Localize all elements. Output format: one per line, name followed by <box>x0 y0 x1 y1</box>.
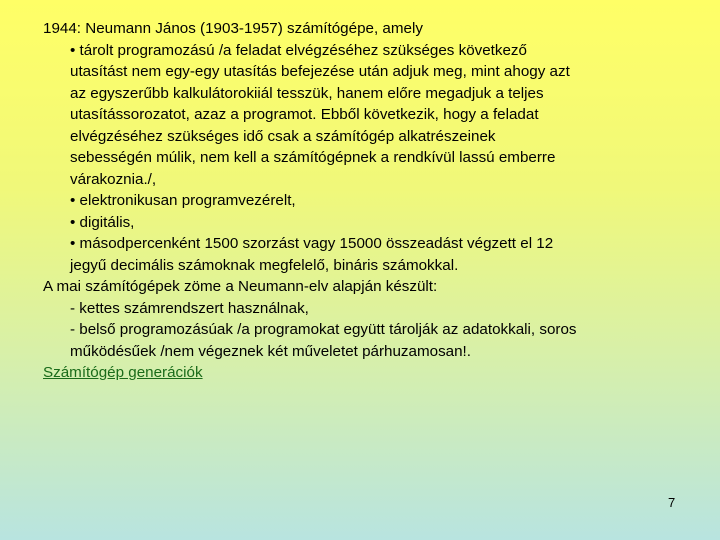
text-line: sebességén múlik, nem kell a számítógépnek a rendkívül lassú emberre <box>70 149 556 166</box>
text-line: az egyszerűbb kalkulátorokiiál tesszük, hanem előre megadjuk a teljes <box>70 84 544 102</box>
generations-link[interactable]: Számítógép generációk <box>43 364 203 381</box>
text-line: működésűek /nem végeznek két műveletet párhuzamosan!. <box>70 342 472 360</box>
page-number: 7 <box>668 495 676 510</box>
text-line: • digitális, <box>70 213 135 231</box>
text-line: A mai számítógépek zöme a Neumann-elv alapján készült: <box>43 278 438 295</box>
text-line: utasítást nem egy-egy utasítás befejezése után adjuk meg, mint ahogy azt <box>70 63 570 80</box>
text-line: • tárolt programozású /a feladat elvégzéséhez szükséges következő <box>70 41 527 59</box>
text-line: - kettes számrendszert használnak, <box>70 299 309 317</box>
text-line: • elektronikusan programvezérelt, <box>70 192 296 209</box>
text-line: jegyű decimális számoknak megfelelő, bináris számokkal. <box>70 256 459 274</box>
text-line: várakoznia./, <box>70 170 157 188</box>
text-line: elvégzéséhez szükséges idő csak a számítógép alkatrészeinek <box>70 127 496 145</box>
text-line: - belső programozásúak /a programokat együtt tárolják az adatokkali, soros <box>70 321 577 338</box>
text-line: 1944: Neumann János (1903-1957) számítógépe, amely <box>43 20 423 37</box>
text-line: utasítássorozatot, azaz a programot. Ebből következik, hogy a feladat <box>70 106 539 123</box>
text-line: • másodpercenként 1500 szorzást vagy 15000 összeadást végzett el 12 <box>70 235 554 252</box>
slide-body <box>43 18 683 384</box>
